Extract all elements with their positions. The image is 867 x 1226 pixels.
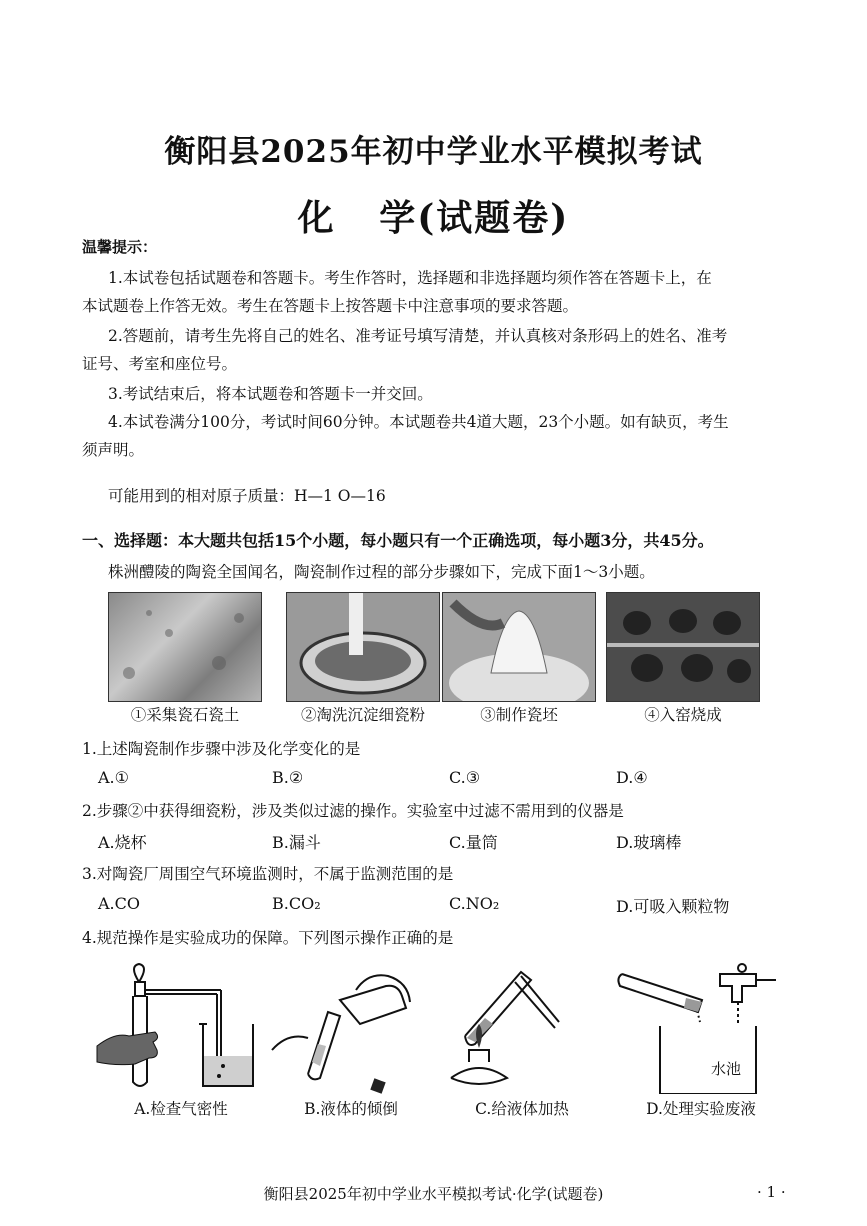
q1-option-c: C.③ bbox=[449, 768, 481, 787]
figure-caption-a: A.检查气密性 bbox=[134, 1100, 228, 1118]
page-footer: 衡阳县2025年初中学业水平模拟考试·化学(试题卷) bbox=[263, 1185, 604, 1203]
q3-option-b: B.CO₂ bbox=[272, 894, 321, 913]
q1-option-d: D.④ bbox=[616, 768, 648, 787]
photo-quarry bbox=[108, 592, 262, 702]
exam-title: 衡阳县2025年初中学业水平模拟考试 bbox=[164, 134, 703, 170]
figure-liquid-pouring bbox=[268, 962, 443, 1094]
photo-washing bbox=[286, 592, 440, 702]
q3-option-d: D.可吸入颗粒物 bbox=[616, 897, 730, 916]
q1-option-b: B.② bbox=[272, 768, 304, 787]
question-2-stem: 2.步骤②中获得细瓷粉，涉及类似过滤的操作。实验室中过滤不需用到的仪器是 bbox=[82, 802, 624, 820]
photo-caption-3: ③制作瓷坯 bbox=[480, 706, 558, 724]
q3-option-a: A.CO bbox=[98, 894, 140, 913]
photo-caption-4: ④入窑烧成 bbox=[644, 706, 722, 724]
section-1-heading: 一、选择题：本大题共包括15个小题，每小题只有一个正确选项，每小题3分，共45分。 bbox=[82, 531, 714, 550]
q2-option-b: B.漏斗 bbox=[272, 833, 321, 852]
tip-1-line-1: 1.本试卷包括试题卷和答题卡。考生作答时，选择题和非选择题均须作答在答题卡上，在 bbox=[108, 269, 712, 287]
figure-liquid-heating bbox=[445, 962, 620, 1094]
question-3-stem: 3.对陶瓷厂周围空气环境监测时，不属于监测范围的是 bbox=[82, 865, 454, 883]
section-1-intro: 株洲醴陵的陶瓷全国闻名，陶瓷制作过程的部分步骤如下，完成下面1～3小题。 bbox=[108, 563, 655, 581]
figure-airtightness-check bbox=[95, 962, 270, 1094]
figure-caption-d: D.处理实验废液 bbox=[646, 1100, 756, 1118]
subject-title: 化 学(试题卷) bbox=[297, 197, 570, 239]
tip-4-line-1: 4.本试卷满分100分，考试时间60分钟。本试题卷共4道大题，23个小题。如有缺页，考生 bbox=[108, 413, 729, 431]
figure-waste-disposal bbox=[616, 962, 791, 1094]
question-1-stem: 1.上述陶瓷制作步骤中涉及化学变化的是 bbox=[82, 740, 361, 758]
figure-caption-c: C.给液体加热 bbox=[475, 1100, 569, 1118]
atomic-mass-note: 可能用到的相对原子质量：H—1 O—16 bbox=[108, 487, 386, 505]
q2-option-d: D.玻璃棒 bbox=[616, 833, 682, 852]
tip-1-line-2: 本试题卷上作答无效。考生在答题卡上按答题卡中注意事项的要求答题。 bbox=[82, 297, 579, 315]
sink-label: 水池 bbox=[711, 1060, 742, 1078]
tip-2-line-2: 证号、考室和座位号。 bbox=[82, 355, 238, 373]
tip-4-line-2: 须声明。 bbox=[82, 441, 145, 459]
q1-option-a: A.① bbox=[98, 768, 129, 787]
question-4-stem: 4.规范操作是实验成功的保障。下列图示操作正确的是 bbox=[82, 929, 454, 947]
tip-2-line-1: 2.答题前，请考生先将自己的姓名、准考证号填写清楚，并认真核对条形码上的姓名、准考 bbox=[108, 327, 728, 345]
q3-option-c: C.NO₂ bbox=[449, 894, 500, 913]
photo-kiln bbox=[606, 592, 760, 702]
page-number: · 1 · bbox=[757, 1183, 786, 1201]
tip-3: 3.考试结束后，将本试题卷和答题卡一并交回。 bbox=[108, 385, 433, 403]
q2-option-c: C.量筒 bbox=[449, 833, 498, 852]
q2-option-a: A.烧杯 bbox=[98, 833, 147, 852]
photo-caption-2: ②淘洗沉淀细瓷粉 bbox=[300, 706, 425, 724]
tips-heading: 温馨提示： bbox=[82, 238, 158, 256]
photo-caption-1: ①采集瓷石瓷土 bbox=[130, 706, 240, 724]
figure-caption-b: B.液体的倾倒 bbox=[304, 1100, 398, 1118]
photo-shaping bbox=[442, 592, 596, 702]
